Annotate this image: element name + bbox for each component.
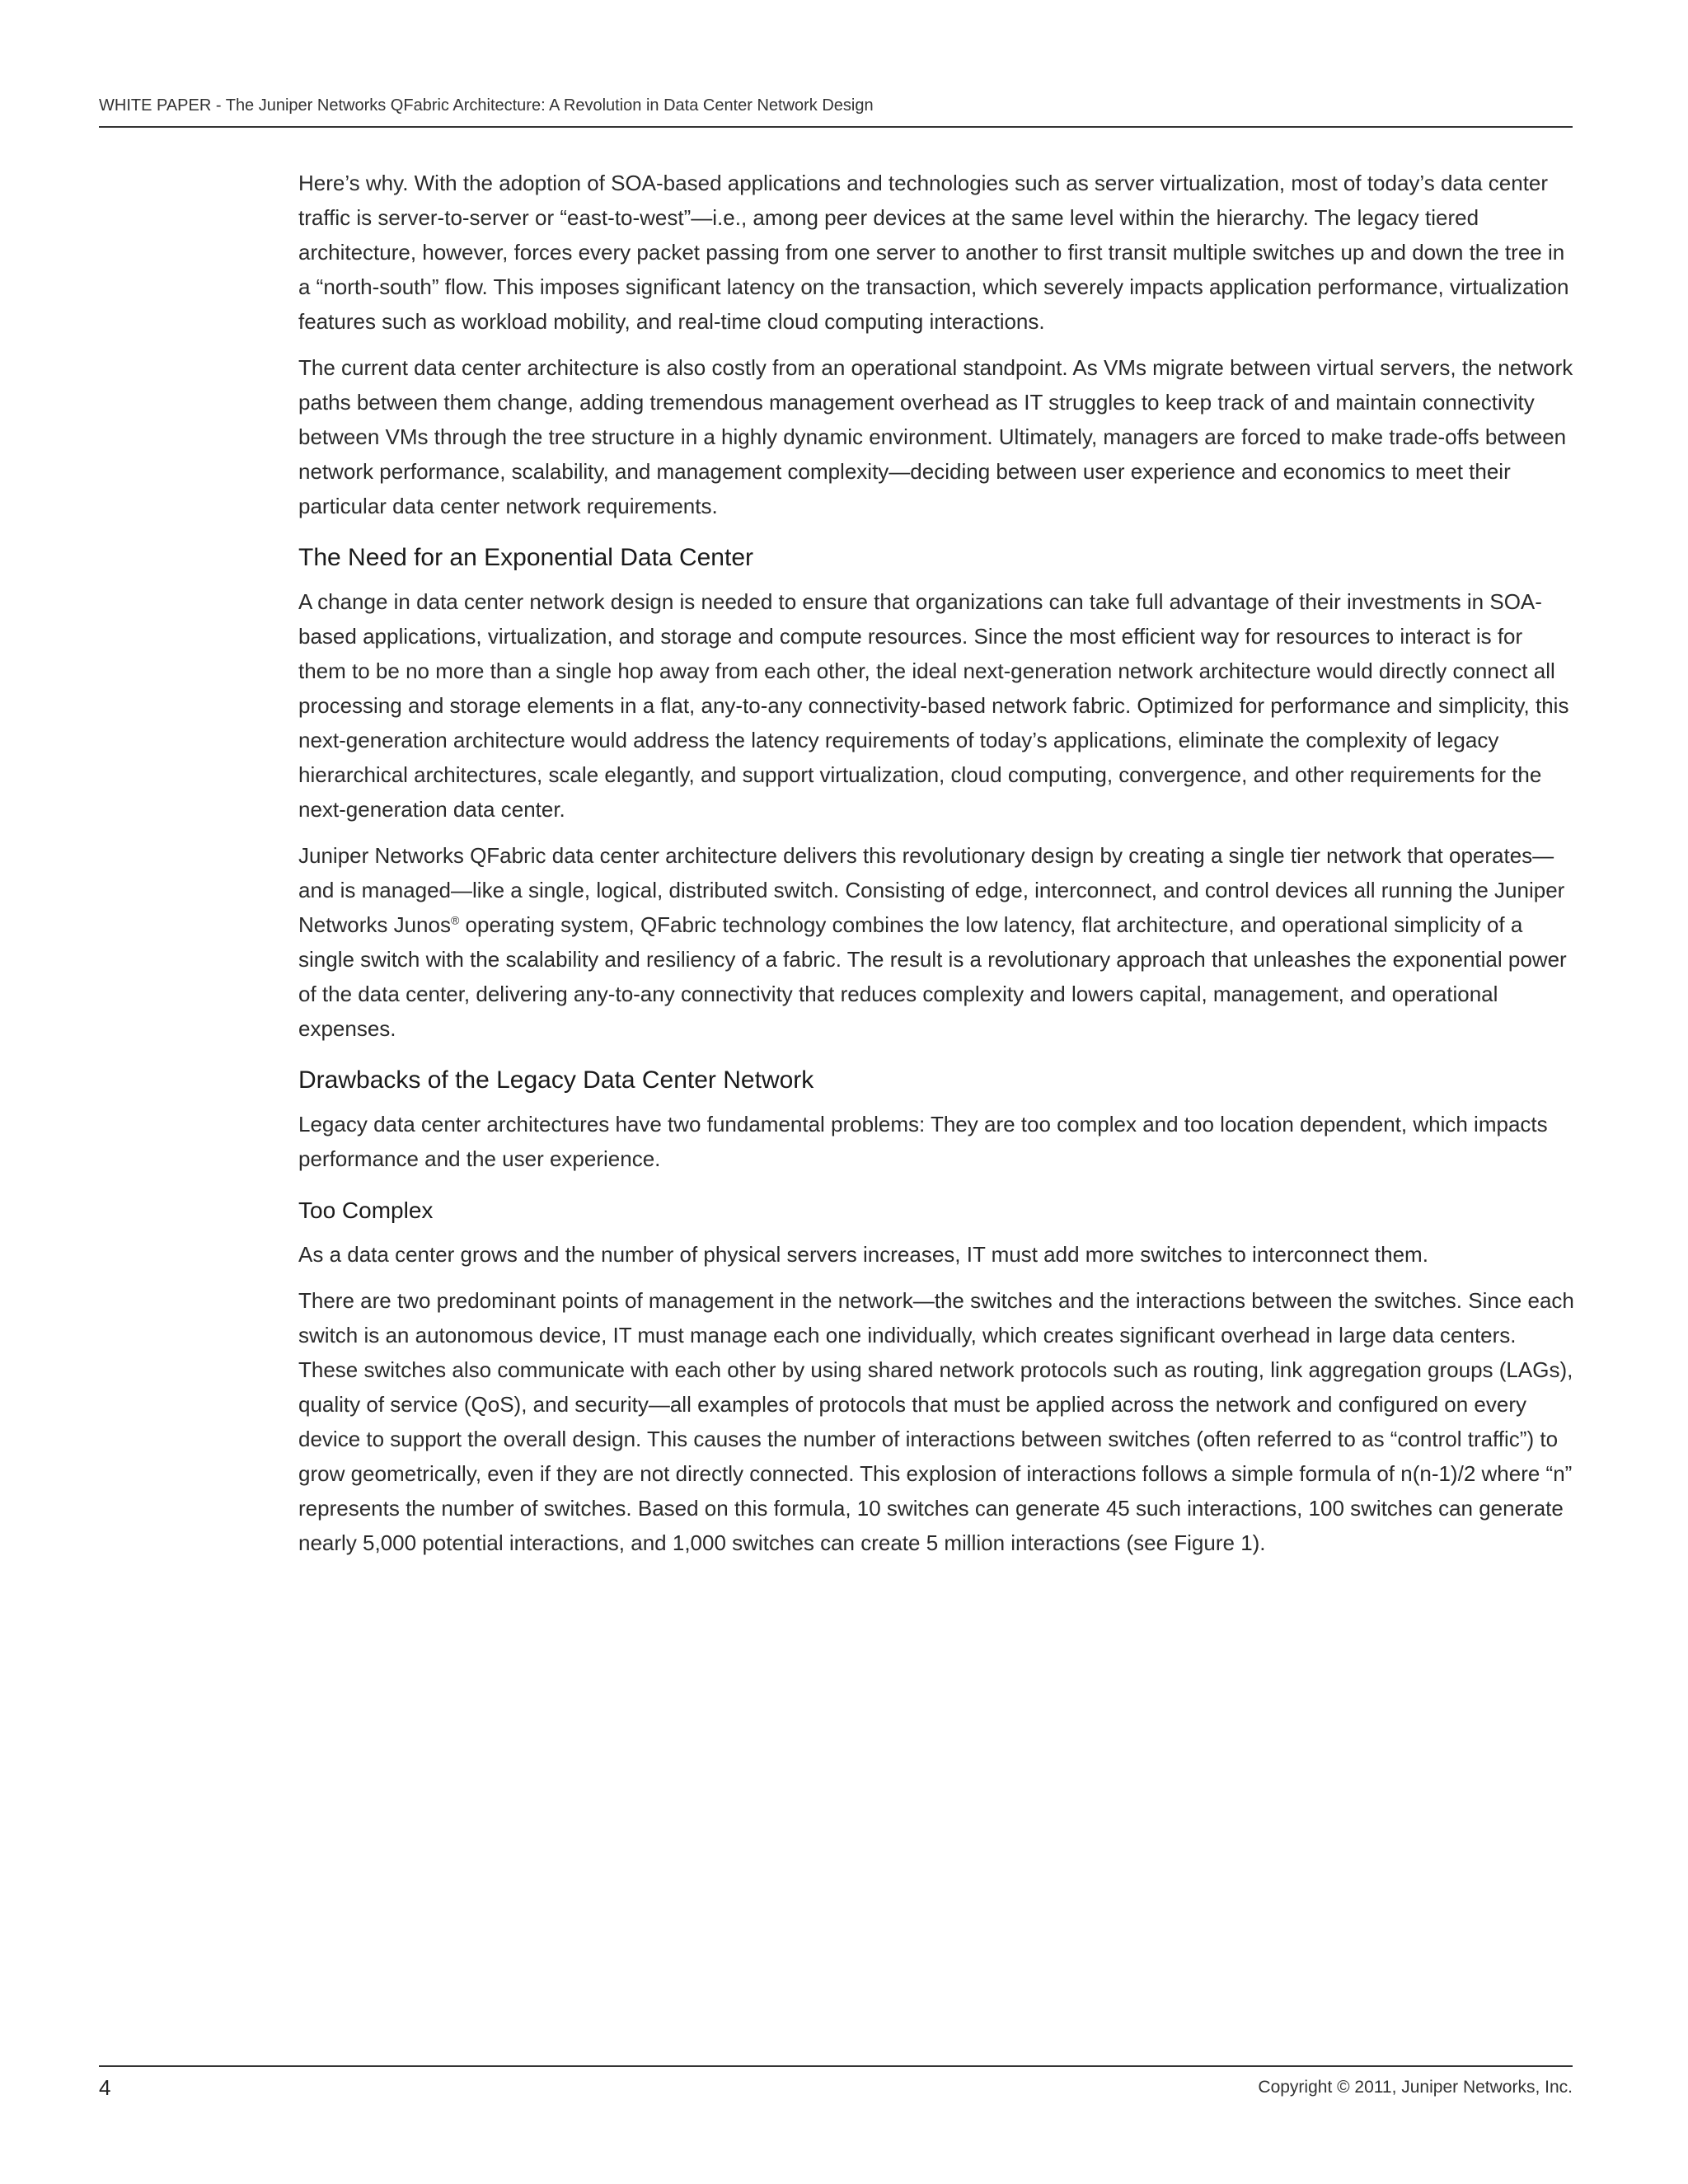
page-number: 4 bbox=[99, 2075, 111, 2100]
paragraph-qfabric bbox=[298, 838, 1574, 1046]
paragraph-why: Here’s why. With the adoption of SOA-based applications and technologies such as server virtualization, most of today’s data center traffic is server-to-server or “east-to-west”—i.e., among peer devices at the same level within the hierarchy. The legacy tiered architecture, however, forces every packet passing from one server to another to first transit multiple switches up and down the tree in a “north-south” flow. This imposes significant latency on the transaction, which severely impacts application performance, virtualization features such as workload mobility, and real-time cloud computing interactions. bbox=[298, 171, 1569, 334]
heading-exponential-data-center: The Need for an Exponential Data Center bbox=[298, 544, 753, 571]
copyright-notice: Copyright © 2011, Juniper Networks, Inc. bbox=[1258, 2078, 1573, 2097]
registered-mark: ® bbox=[450, 913, 460, 927]
header-title: WHITE PAPER - The Juniper Networks QFabric Architecture: A Revolution in Data Center Network Design bbox=[99, 96, 874, 115]
paragraph-grows: As a data center grows and the number of physical servers increases, IT must add more switches to interconnect them. bbox=[298, 1242, 1428, 1267]
paragraph-design-change: A change in data center network design is needed to ensure that organizations can take full advantage of their investments in SOA-based applications, virtualization, and storage and compute resources. Since the most efficient way for resources to interact is for them to be no more than a single hop away from each other, the ideal next-generation network architecture would directly connect all processing and storage elements in a flat, any-to-any connectivity-based network fabric. Optimized for performance and simplicity, this next-generation architecture would address the latency requirements of today’s applications, eliminate the complexity of legacy hierarchical architectures, scale elegantly, and support virtualization, cloud computing, convergence, and other requirements for the next-generation data center. bbox=[298, 589, 1569, 822]
main-content bbox=[298, 166, 1574, 1572]
paragraph-fundamental-problems: Legacy data center architectures have two fundamental problems: They are too complex and too location dependent, which impacts performance and the user experience. bbox=[298, 1112, 1548, 1171]
heading-too-complex: Too Complex bbox=[298, 1197, 434, 1223]
qfabric-text-start: Juniper Networks QFabric data center architecture delivers this revolutionary design by creating a single tier network that operates—and is managed—like a single, logical, distributed switch. Consisting of edge, interconnect, and control devices all running the Juniper Networks Junos bbox=[298, 843, 1565, 937]
paragraph-operational-cost: The current data center architecture is also costly from an operational standpoint. As VMs migrate between virtual servers, the network paths between them change, adding tremendous management overhead as IT struggles to keep track of and maintain connectivity between VMs through the tree structure in a highly dynamic environment. Ultimately, managers are forced to make trade-offs between network performance, scalability, and management complexity—deciding between user experience and economics to meet their particular data center network requirements. bbox=[298, 355, 1573, 518]
qfabric-text-end: operating system, QFabric technology combines the low latency, flat architecture, and operational simplicity of a single switch with the scalability and resiliency of a fabric. The result is a revolutionary approach that unleashes the exponential power of the data center, delivering any-to-any connectivity that reduces complexity and lowers capital, management, and operational expenses. bbox=[298, 912, 1567, 1041]
heading-drawbacks: Drawbacks of the Legacy Data Center Network bbox=[298, 1066, 814, 1094]
page-header bbox=[99, 93, 1573, 128]
paragraph-management-points: There are two predominant points of management in the network—the switches and the interactions between the switches. Since each switch is an autonomous device, IT must manage each one individually, which creates significant overhead in large data centers. These switches also communicate with each other by using shared network protocols such as routing, link aggregation groups (LAGs), quality of service (QoS), and security—all examples of protocols that must be applied across the network and configured on every device to support the overall design. This causes the number of interactions between switches (often referred to as “control traffic”) to grow geometrically, even if they are not directly connected. This explosion of interactions follows a simple formula of n(n-1)/2 where “n” represents the number of switches. Based on this formula, 10 switches can generate 45 such interactions, 100 switches can generate nearly 5,000 potential interactions, and 1,000 switches can create 5 million interactions (see Figure 1). bbox=[298, 1288, 1574, 1555]
page-footer bbox=[99, 2065, 1573, 2100]
